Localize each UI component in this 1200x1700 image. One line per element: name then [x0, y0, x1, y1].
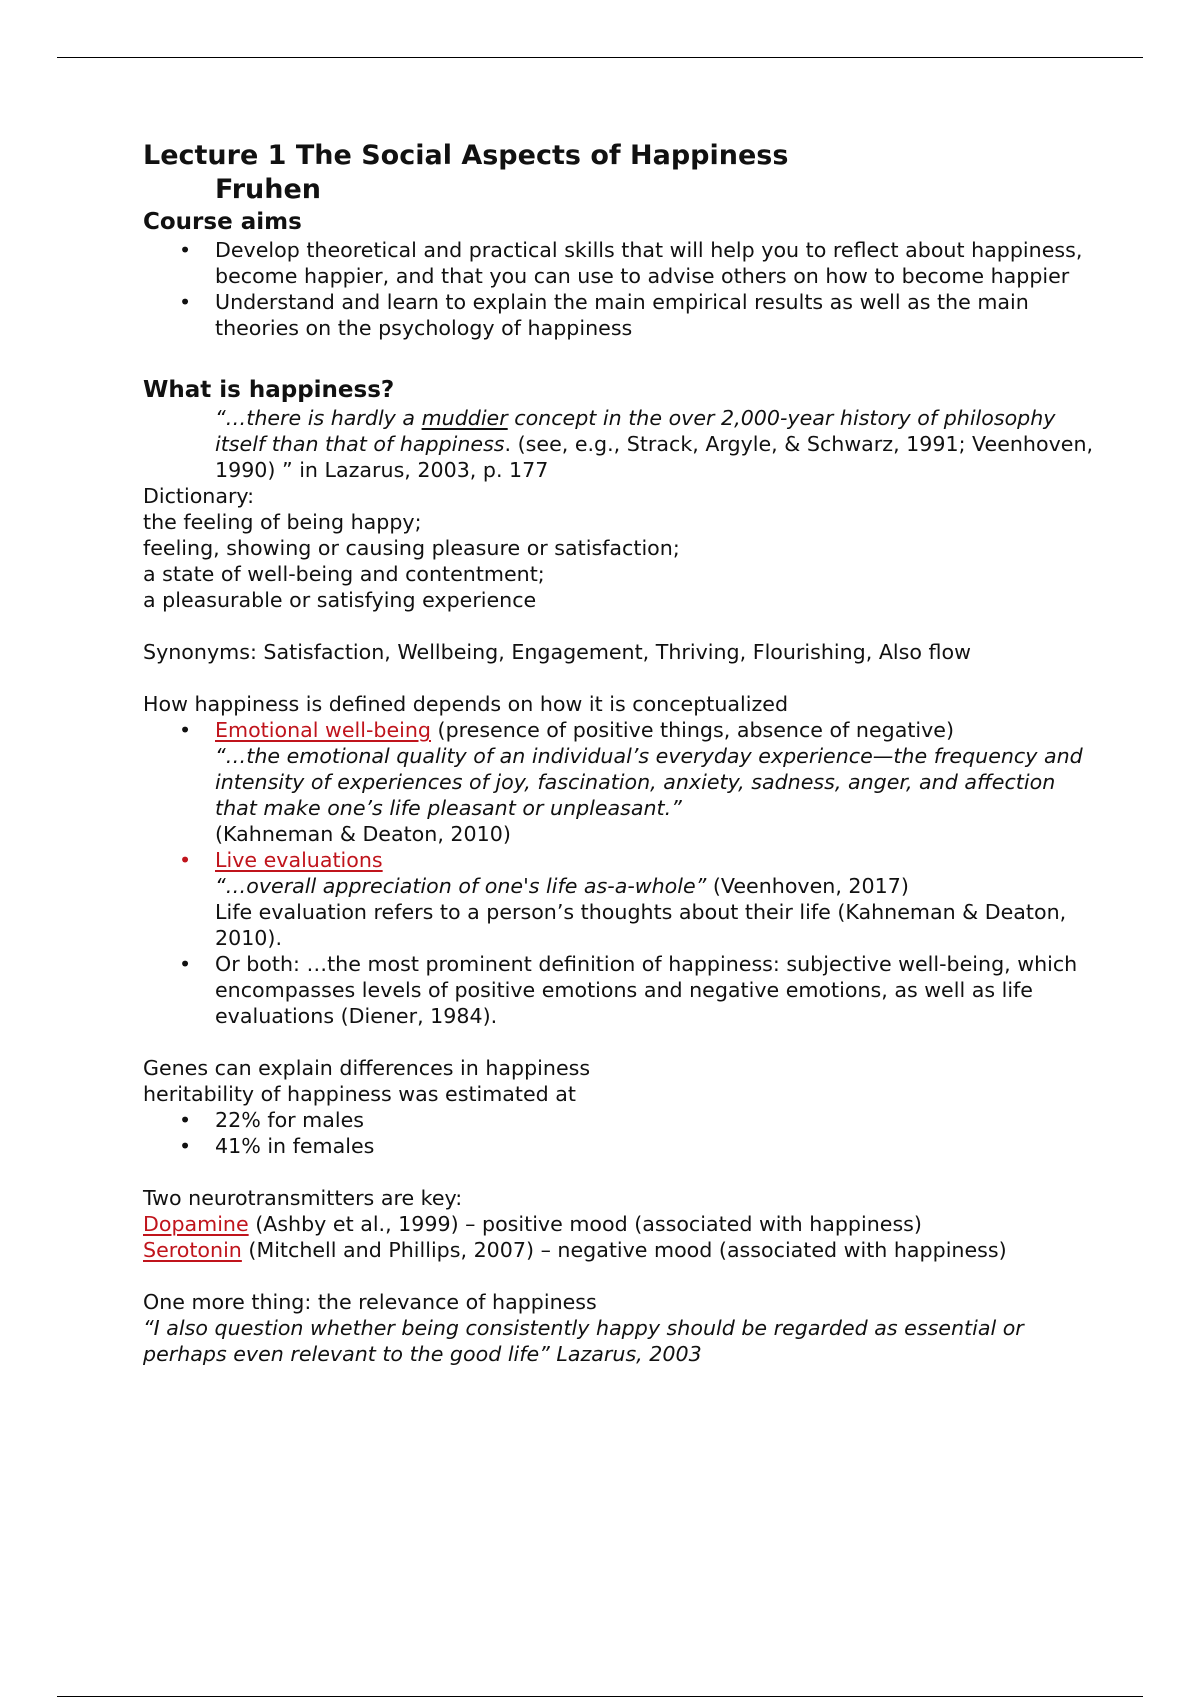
serotonin-text: (Mitchell and Phillips, 2007) – negative mood (associated with happiness) [241, 1238, 1007, 1262]
serotonin-link[interactable]: Serotonin [143, 1238, 242, 1262]
dopamine-text: (Ashby et al., 1999) – positive mood (associated with happiness) [248, 1212, 922, 1236]
live-evaluations-quote: “…overall appreciation of one's life as-a-whole” [215, 874, 707, 898]
muddier-quote [143, 405, 1103, 483]
neuro-intro: Two neurotransmitters are key: [143, 1186, 463, 1210]
course-aim-item: • Develop theoretical and practical skills that will help you to reflect about happiness, become happier, and that you can use to advise others on how to become happier [215, 237, 1103, 289]
emotional-wellbeing-cite: (Kahneman & Deaton, 2010) [215, 822, 511, 846]
heritability-list [143, 1107, 1103, 1159]
serotonin-line [143, 1237, 1103, 1263]
dopamine-line [143, 1211, 1103, 1237]
conceptualization-list [143, 717, 1103, 1029]
definition-line: a state of well-being and contentment; [143, 562, 545, 586]
dictionary-label: Dictionary: [143, 484, 255, 508]
quote-underlined-word: muddier [421, 406, 508, 430]
live-evaluations-desc: Life evaluation refers to a person’s thoughts about their life (Kahneman & Deaton, 2010). [215, 900, 1067, 950]
definition-line: a pleasurable or satisfying experience [143, 588, 537, 612]
title-line-1: Lecture 1 The Social Aspects of Happiness [143, 140, 789, 171]
definition-line: the feeling of being happy; [143, 510, 422, 534]
emotional-wellbeing-quote: “…the emotional quality of an individual’s everyday experience—the frequency and intensity of experiences of joy, fascination, anxiety, sadness, anger, and affection that make one’s life pleasant or unpleasant.” [215, 744, 1083, 820]
course-aim-item: • Understand and learn to explain the main empirical results as well as the main theories on the psychology of happiness [215, 289, 1103, 341]
page-title [143, 139, 1103, 207]
live-evaluations-cite: (Veenhoven, 2017) [706, 874, 909, 898]
genes-line-2: heritability of happiness was estimated at [143, 1082, 576, 1106]
relevance-quote: “I also question whether being consistently happy should be regarded as essential or perhaps even relevant to the good life” [143, 1316, 1024, 1366]
relevance-intro: One more thing: the relevance of happiness [143, 1290, 597, 1314]
synonyms-line: Synonyms: Satisfaction, Wellbeing, Engagement, Thriving, Flourishing, Also flow [143, 640, 971, 664]
emotional-wellbeing-item [215, 717, 1103, 847]
course-aims-heading: Course aims [143, 209, 302, 235]
what-is-happiness-heading: What is happiness? [143, 377, 395, 403]
defined-intro: How happiness is defined depends on how it is conceptualized [143, 692, 789, 716]
heritability-item: • 22% for males [215, 1107, 1103, 1133]
relevance-quote-line [143, 1315, 1103, 1367]
quote-pre: “…there is hardly a [215, 406, 422, 430]
emotional-wellbeing-desc: (presence of positive things, absence of negative) [430, 718, 955, 742]
genes-line-1: Genes can explain differences in happiness [143, 1056, 591, 1080]
header-rule [57, 57, 1143, 58]
relevance-cite: Lazarus, 2003 [549, 1342, 702, 1366]
heritability-item: • 41% in females [215, 1133, 1103, 1159]
document-body [143, 139, 1103, 1367]
course-aims-list [143, 237, 1103, 341]
title-line-2: Fruhen [215, 174, 322, 205]
emotional-wellbeing-link[interactable]: Emotional well-being [215, 718, 431, 742]
both-item: • Or both: …the most prominent definition of happiness: subjective well-being, which encompasses levels of positive emotions and negative emotions, as well as life evaluations (Diener, 1984). [215, 951, 1103, 1029]
definition-line: feeling, showing or causing pleasure or satisfaction; [143, 536, 680, 560]
quote-citation: . (see, e.g., Strack, Argyle, & Schwarz, 1991; Veenhoven, 1990) ” in Lazarus, 2003, p. 177 [215, 432, 1094, 482]
quote-post: concept in the over 2,000-year history of philosophy itself than that of happiness [215, 406, 1056, 456]
live-evaluations-item [215, 847, 1103, 951]
dopamine-link[interactable]: Dopamine [143, 1212, 249, 1236]
live-evaluations-link[interactable]: Live evaluations [215, 848, 383, 872]
footer-rule [57, 1696, 1143, 1697]
